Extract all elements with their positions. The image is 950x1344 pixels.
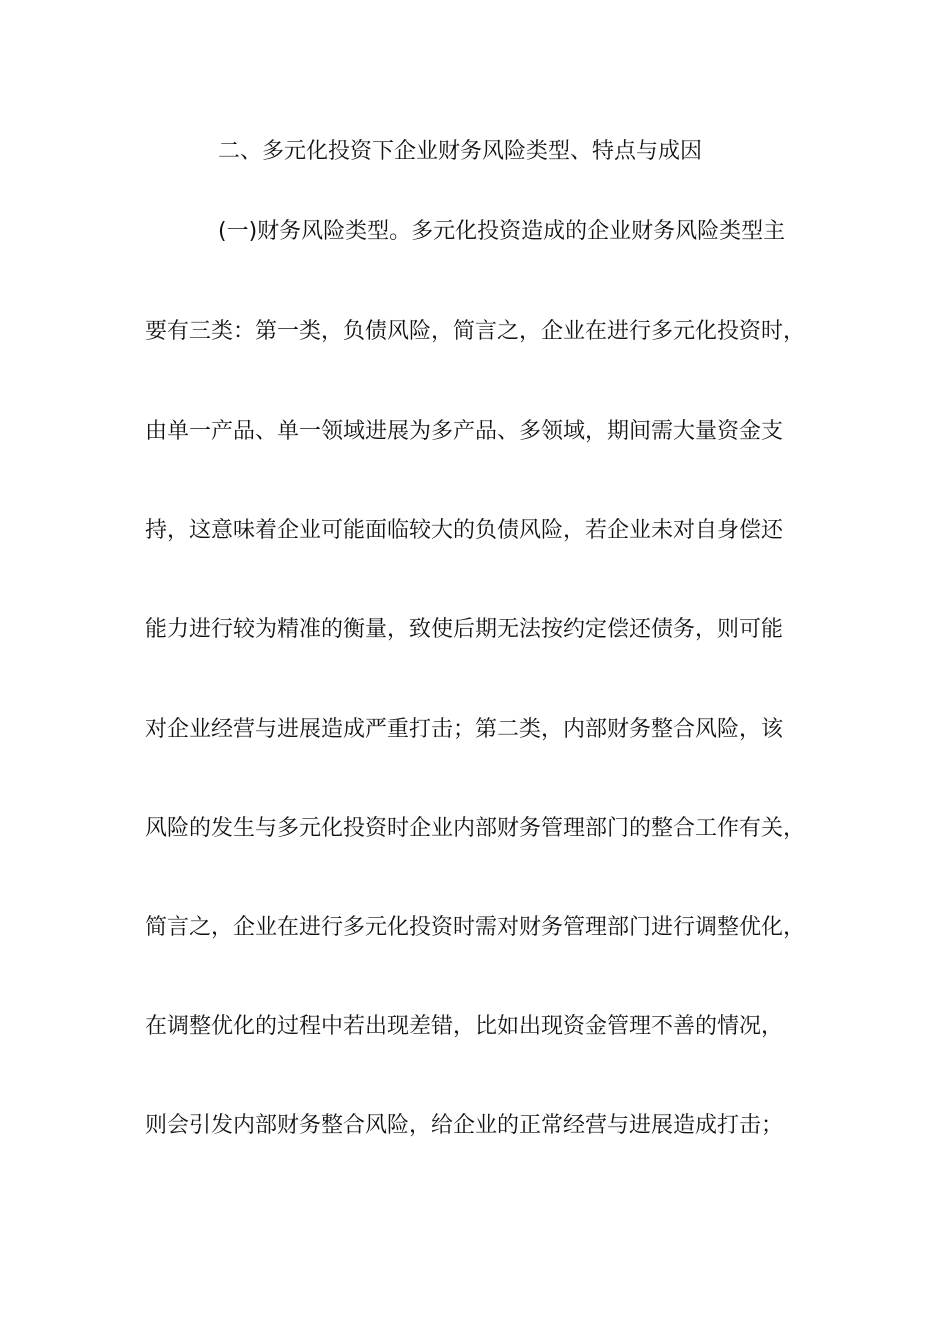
paragraph-line: 对企业经营与进展造成严重打击；第二类，内部财务整合风险，该 bbox=[145, 717, 784, 742]
paragraph-line: 要有三类：第一类，负债风险，简言之，企业在进行多元化投资时， bbox=[145, 319, 806, 344]
paragraph-line: 在调整优化的过程中若出现差错，比如出现资金管理不善的情况， bbox=[145, 1014, 784, 1039]
paragraph-line: 简言之，企业在进行多元化投资时需对财务管理部门进行调整优化， bbox=[145, 915, 806, 940]
section-heading: 二、多元化投资下企业财务风险类型、特点与成因 bbox=[218, 139, 703, 164]
paragraph-line: (一)财务风险类型。多元化投资造成的企业财务风险类型主 bbox=[218, 219, 786, 244]
paragraph-line: 则会引发内部财务整合风险，给企业的正常经营与进展造成打击； bbox=[145, 1113, 784, 1138]
paragraph-line: 持，这意味着企业可能面临较大的负债风险，若企业未对自身偿还 bbox=[145, 518, 784, 543]
paragraph-line: 能力进行较为精准的衡量，致使后期无法按约定偿还债务，则可能 bbox=[145, 617, 784, 642]
paragraph-line: 风险的发生与多元化投资时企业内部财务管理部门的整合工作有关， bbox=[145, 816, 806, 841]
paragraph-line: 由单一产品、单一领域进展为多产品、多领域，期间需大量资金支 bbox=[145, 419, 784, 444]
